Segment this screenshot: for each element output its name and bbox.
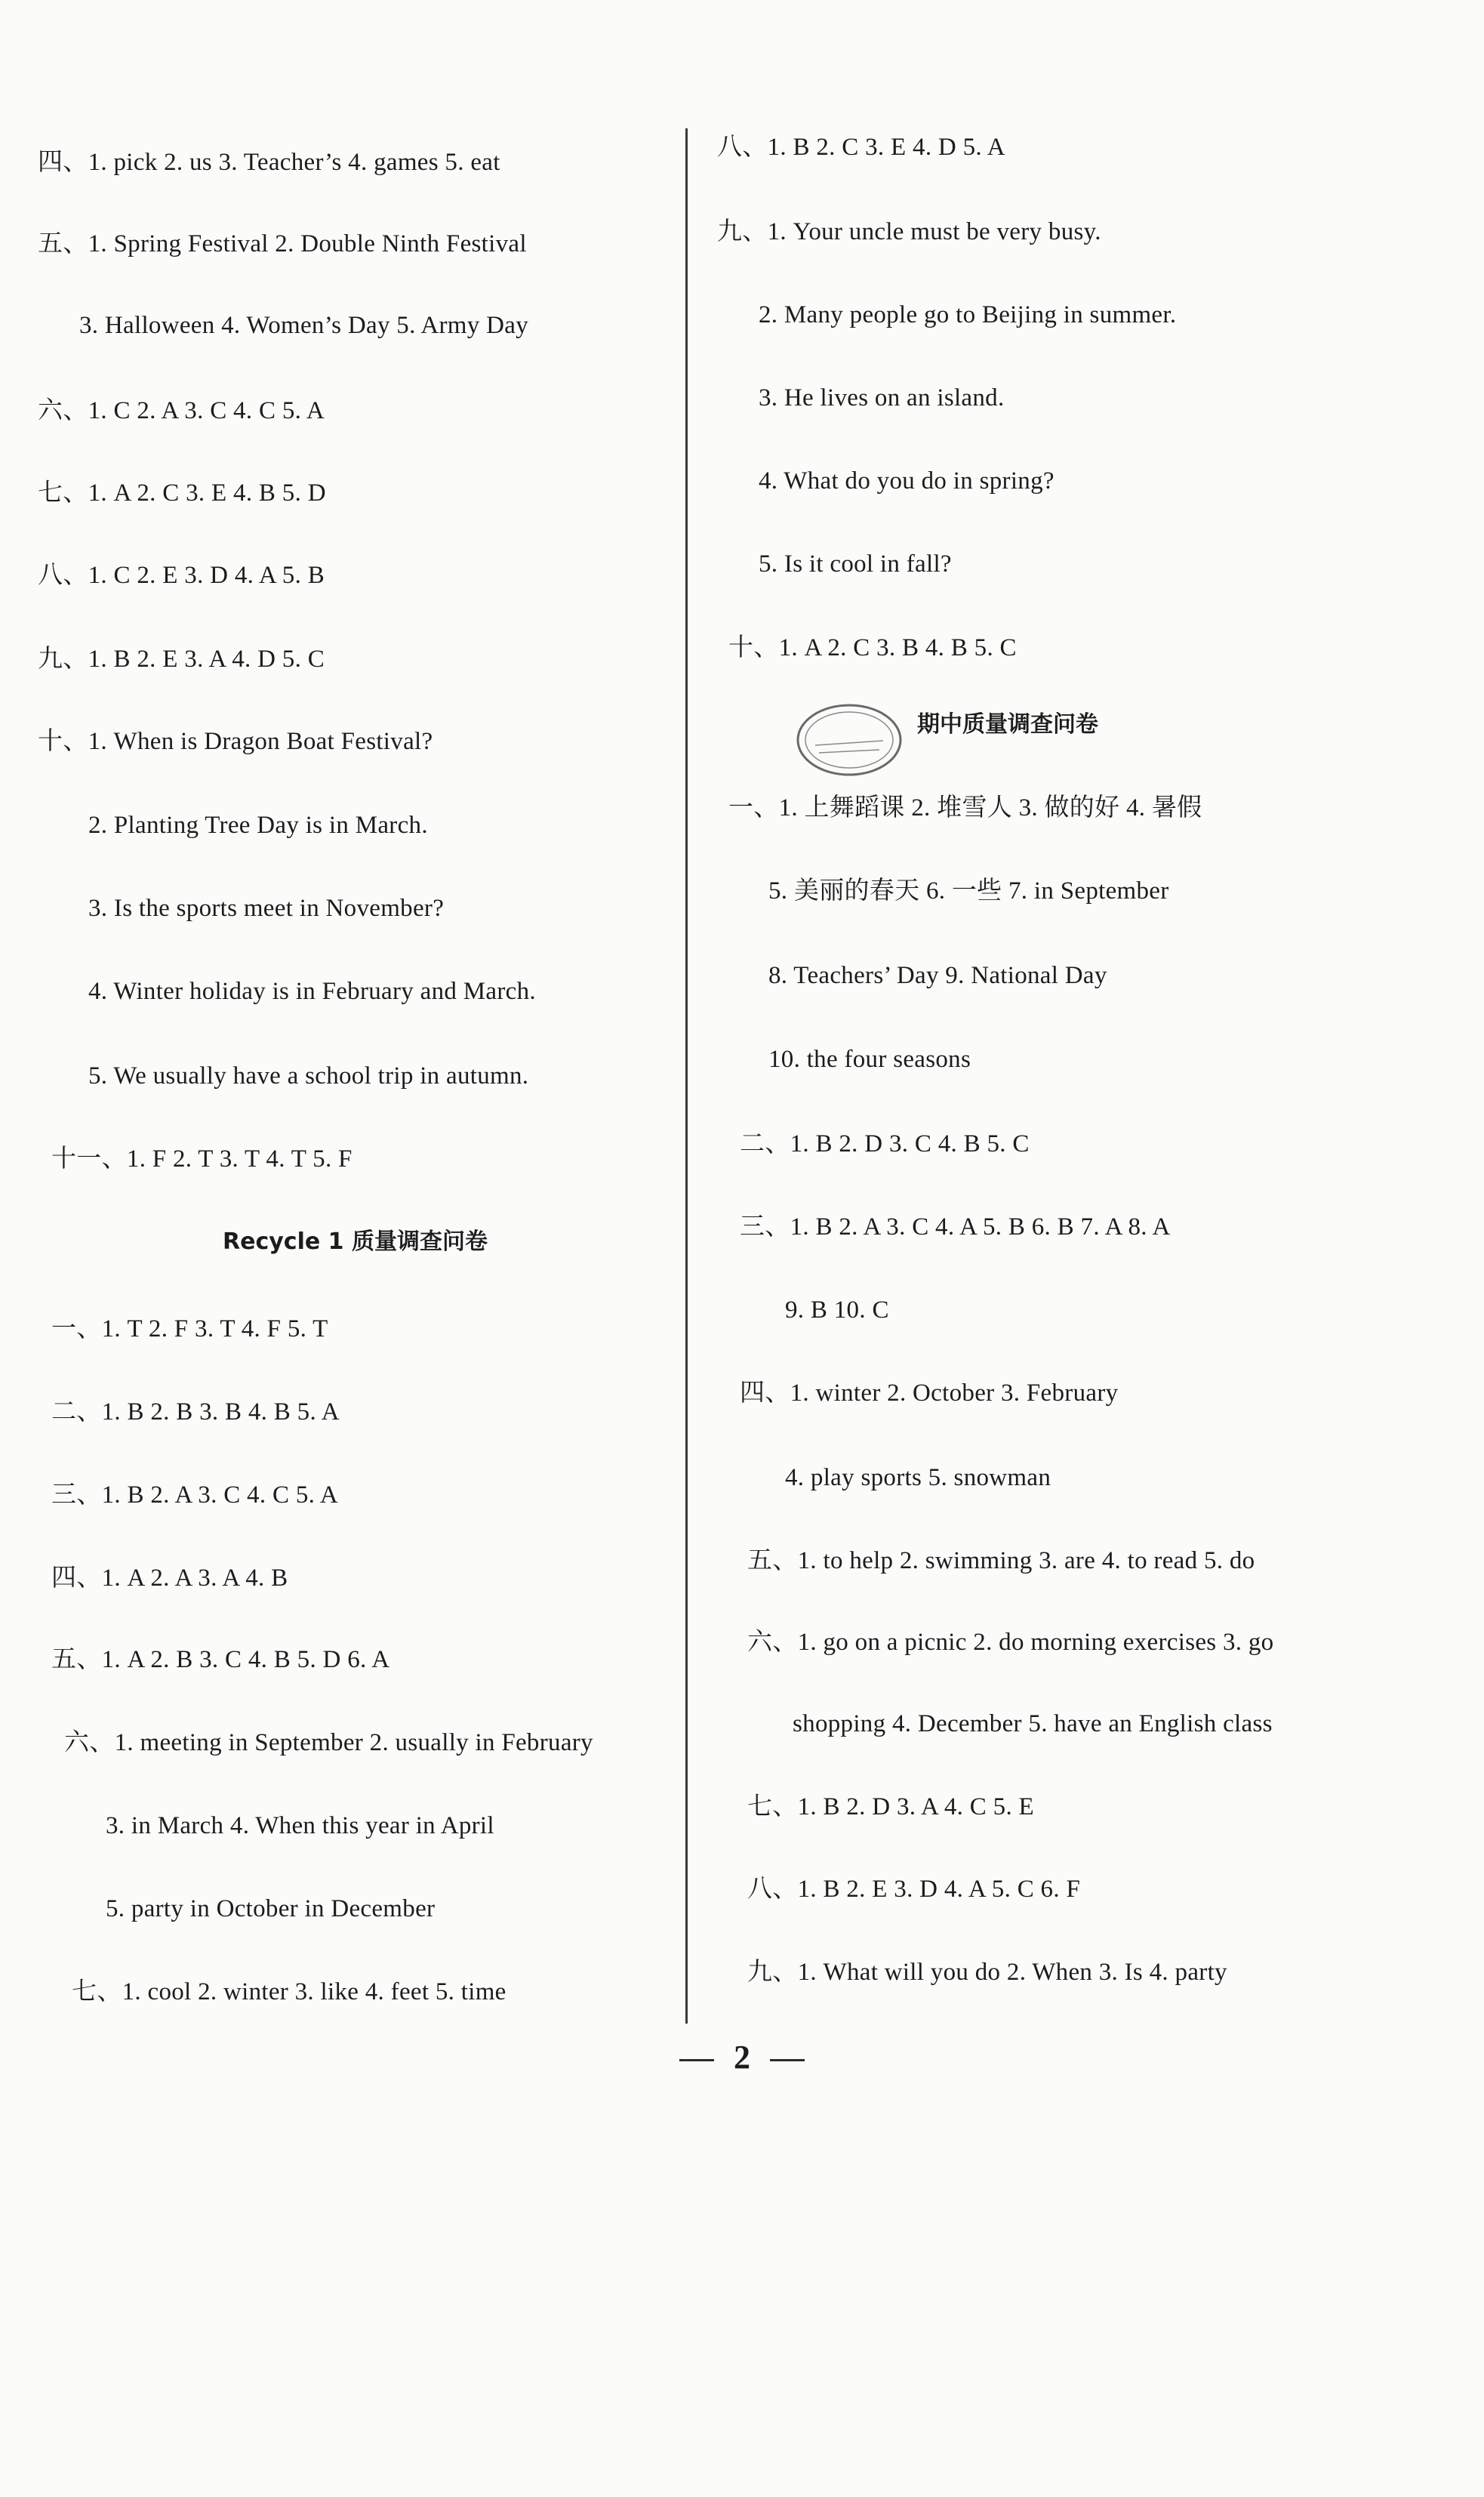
answer-line: 2. Many people go to Beijing in summer. [759, 301, 1177, 328]
answer-line: 九、1. Your uncle must be very busy. [717, 218, 1101, 245]
page-number-text: 2 [734, 2039, 750, 2076]
answer-line: 六、1. C 2. A 3. C 4. C 5. A [38, 397, 325, 424]
page-number [0, 2035, 1484, 2080]
section-heading-recycle-1: Recycle 1 质量调查问卷 [223, 1228, 488, 1255]
answer-line: 八、1. B 2. C 3. E 4. D 5. A [717, 134, 1005, 161]
answer-line: 四、1. pick 2. us 3. Teacher’s 4. games 5. eat [38, 149, 500, 176]
answer-line: 3. Is the sports meet in November? [88, 895, 445, 922]
section-heading-midterm: 期中质量调查问卷 [917, 711, 1098, 738]
answer-line: 九、1. B 2. E 3. A 4. D 5. C [38, 646, 325, 673]
answer-line: 十、1. A 2. C 3. B 4. B 5. C [728, 634, 1017, 661]
answer-line: 五、1. A 2. B 3. C 4. B 5. D 6. A [51, 1646, 390, 1673]
answer-line: 2. Planting Tree Day is in March. [88, 812, 428, 839]
answer-line: 六、1. meeting in September 2. usually in February [64, 1729, 593, 1756]
answer-line: 二、1. B 2. D 3. C 4. B 5. C [740, 1130, 1030, 1158]
answer-line: 9. B 10. C [785, 1296, 889, 1324]
answer-line: 3. He lives on an island. [759, 384, 1005, 412]
answer-line: 五、1. Spring Festival 2. Double Ninth Festival [38, 230, 527, 257]
answer-line: 4. Winter holiday is in February and March. [88, 978, 536, 1005]
answer-line: 一、1. T 2. F 3. T 4. F 5. T [51, 1315, 328, 1343]
answer-line: 五、1. to help 2. swimming 3. are 4. to read 5. do [747, 1547, 1255, 1574]
answer-line: 七、1. cool 2. winter 3. like 4. feet 5. time [72, 1978, 506, 2005]
answer-line: 八、1. B 2. E 3. D 4. A 5. C 6. F [747, 1876, 1081, 1903]
answer-line: shopping 4. December 5. have an English class [793, 1710, 1273, 1737]
answer-line: 4. play sports 5. snowman [785, 1464, 1051, 1491]
answer-line: 3. Halloween 4. Women’s Day 5. Army Day [79, 312, 529, 339]
answer-line: 5. party in October in December [106, 1895, 436, 1922]
answer-line: 8. Teachers’ Day 9. National Day [768, 962, 1107, 989]
answer-line: 一、1. 上舞蹈课 2. 堆雪人 3. 做的好 4. 暑假 [728, 794, 1202, 822]
answer-line: 三、1. B 2. A 3. C 4. C 5. A [51, 1481, 339, 1509]
dash-right [770, 2059, 805, 2061]
answer-line: 十、1. When is Dragon Boat Festival? [38, 728, 433, 755]
answer-line: 七、1. B 2. D 3. A 4. C 5. E [747, 1793, 1035, 1820]
dash-left [679, 2059, 714, 2061]
column-divider [685, 128, 688, 2024]
answer-line: 九、1. What will you do 2. When 3. Is 4. party [747, 1959, 1227, 1986]
answer-line: 二、1. B 2. B 3. B 4. B 5. A [51, 1398, 340, 1426]
answer-line: 四、1. winter 2. October 3. February [740, 1380, 1119, 1407]
answer-line: 十一、1. F 2. T 3. T 4. T 5. F [51, 1145, 353, 1173]
answer-line: 三、1. B 2. A 3. C 4. A 5. B 6. B 7. A 8. A [740, 1213, 1171, 1241]
answer-line: 5. We usually have a school trip in autumn. [88, 1062, 529, 1090]
answer-line: 5. 美丽的春天 6. 一些 7. in September [768, 877, 1169, 905]
answer-line: 3. in March 4. When this year in April [106, 1812, 494, 1839]
answer-line: 四、1. A 2. A 3. A 4. B [51, 1564, 288, 1592]
answer-line: 六、1. go on a picnic 2. do morning exercises 3. go [747, 1629, 1274, 1656]
answer-line: 八、1. C 2. E 3. D 4. A 5. B [38, 562, 325, 589]
answer-line: 七、1. A 2. C 3. E 4. B 5. D [38, 479, 326, 507]
answer-line: 10. the four seasons [768, 1046, 971, 1073]
answer-line: 5. Is it cool in fall? [759, 550, 952, 578]
homework-stamp-icon [793, 698, 906, 781]
answer-line: 4. What do you do in spring? [759, 467, 1055, 495]
